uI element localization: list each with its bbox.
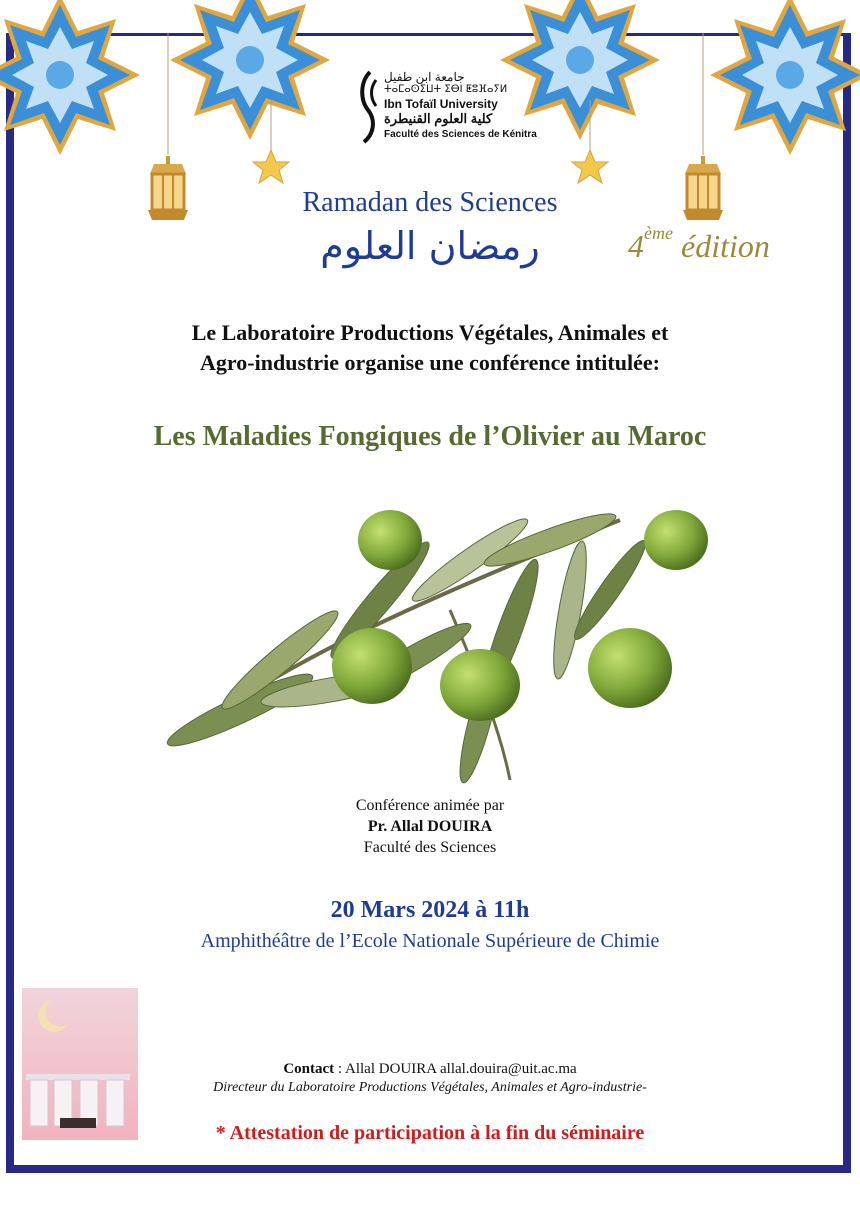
attestation-note: * Attestation de participation à la fin du séminaire [215, 1122, 645, 1144]
event-title-arabic: رمضان العلوم [320, 224, 540, 268]
olive-2 [644, 510, 708, 570]
event-date: 20 Mars 2024 à 11h [330, 897, 530, 923]
logo-arabic-faculty: كلية العلوم القنيطرة [384, 111, 493, 126]
arabesque-star-4 [710, 0, 860, 155]
logo-arabic-university: جامعة ابن طفيل [384, 70, 465, 84]
contact-line: Contact : Allal DOUIRA allal.douira@uit.ac.ma [283, 1061, 577, 1077]
olive-3 [332, 628, 412, 704]
logo-university-name: Ibn Tofaïl University [384, 97, 498, 111]
olive-1 [358, 510, 422, 570]
arabesque-star-1 [0, 0, 140, 155]
edition-label: 4ème édition [628, 223, 770, 264]
conference-title: Les Maladies Fongiques de l’Olivier au Maroc [153, 421, 707, 452]
speaker-affiliation: Faculté des Sciences [363, 839, 497, 856]
organizer-text: Le Laboratoire Productions Végétales, Animales et Agro-industrie organise une conférence intitulée: [191, 320, 669, 375]
event-title-french: Ramadan des Sciences [302, 187, 558, 218]
event-venue: Amphithéâtre de l’Ecole Nationale Supérieure de Chimie [200, 930, 660, 952]
gold-star-left [253, 150, 289, 183]
logo-tifinagh: ⵜⴰⵎⴰⵙⵉⵡⵜ ⵉⴱⵏ ⵟⵓⴼⴰⵢⵍ [384, 84, 508, 95]
arabesque-star-3 [500, 0, 660, 140]
logo-faculty-name: Faculté des Sciences de Kénitra [384, 129, 537, 140]
speaker-block [0, 795, 860, 858]
gold-star-right [572, 150, 608, 183]
arabesque-star-2 [170, 0, 330, 140]
speaker-name: Pr. Allal DOUIRA [367, 818, 493, 835]
olive-branch-image [150, 480, 730, 790]
director-line: Directeur du Laboratoire Productions Végétales, Animales et Agro-industrie- [213, 1080, 647, 1095]
olive-4 [440, 649, 520, 721]
speaker-intro: Conférence animée par [355, 797, 505, 814]
olive-5 [588, 628, 672, 708]
